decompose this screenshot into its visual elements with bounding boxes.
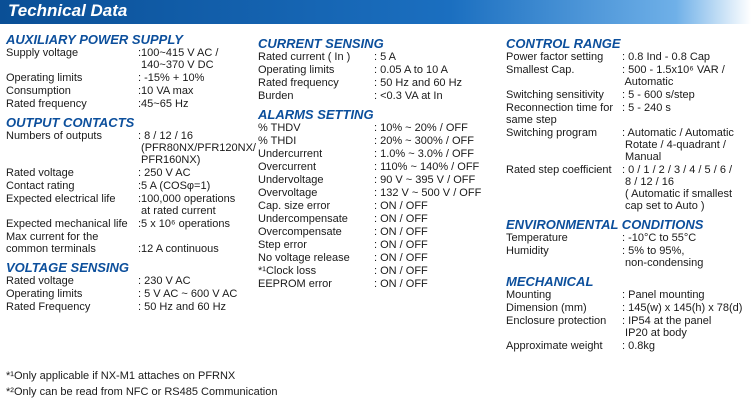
spec-value: : 5% to 95%, non-condensing bbox=[622, 245, 704, 269]
spec-value: : IP54 at the panel IP20 at body bbox=[622, 315, 712, 339]
spec-value: : 8 / 12 / 16 (PFR80NX/PFR120NX/ PFR160NX) bbox=[138, 130, 256, 166]
section-current-sensing bbox=[258, 36, 500, 103]
spec-label: Undervoltage bbox=[258, 174, 324, 186]
spec-row bbox=[506, 340, 751, 353]
spec-value: :12 A continuous bbox=[138, 243, 219, 255]
section-output-contacts bbox=[6, 115, 256, 256]
section-control-range bbox=[506, 36, 751, 213]
section-heading: CONTROL RANGE bbox=[506, 36, 621, 51]
spec-row bbox=[258, 252, 500, 265]
spec-value: : 110% ~ 140% / OFF bbox=[374, 161, 480, 173]
spec-value: : 5 A bbox=[374, 51, 397, 63]
section-heading: OUTPUT CONTACTS bbox=[6, 115, 135, 130]
spec-row bbox=[506, 289, 751, 302]
spec-label: Expected electrical life bbox=[6, 193, 116, 205]
spec-value: : ON / OFF bbox=[374, 265, 428, 277]
spec-label: Undercompensate bbox=[258, 213, 348, 225]
spec-label: Switching program bbox=[506, 127, 598, 139]
spec-label: Numbers of outputs bbox=[6, 130, 102, 142]
column-3 bbox=[506, 32, 751, 353]
spec-value: : 50 Hz and 60 Hz bbox=[138, 301, 227, 313]
section-mechanical bbox=[506, 274, 751, 353]
spec-label: Operating limits bbox=[6, 288, 83, 300]
spec-label: % THDI bbox=[258, 135, 297, 147]
footnote-2: *²Only can be read from NFC or RS485 Communication bbox=[6, 386, 278, 398]
spec-label: *¹Clock loss bbox=[258, 265, 317, 277]
spec-row bbox=[506, 64, 751, 89]
spec-label: Cap. size error bbox=[258, 200, 331, 212]
spec-row bbox=[6, 180, 251, 193]
spec-row bbox=[258, 239, 500, 252]
spec-row bbox=[258, 161, 500, 174]
section-heading: ENVIRONMENTAL CONDITIONS bbox=[506, 217, 704, 232]
spec-row bbox=[506, 102, 751, 127]
spec-row bbox=[6, 72, 251, 85]
spec-label: Temperature bbox=[506, 232, 568, 244]
spec-value: : 0.8kg bbox=[622, 340, 656, 352]
spec-value: : 0.8 Ind - 0.8 Cap bbox=[622, 51, 711, 63]
spec-label: Overcurrent bbox=[258, 161, 317, 173]
spec-value: : ON / OFF bbox=[374, 278, 428, 290]
spec-label: Rated frequency bbox=[6, 98, 87, 110]
spec-label: Supply voltage bbox=[6, 47, 79, 59]
spec-row bbox=[258, 187, 500, 200]
spec-value: : 90 V ~ 395 V / OFF bbox=[374, 174, 476, 186]
spec-value: :45~65 Hz bbox=[138, 98, 189, 110]
spec-value: : ON / OFF bbox=[374, 252, 428, 264]
spec-label: Reconnection time for same step bbox=[506, 102, 613, 126]
spec-label: Operating limits bbox=[258, 64, 335, 76]
spec-label: Rated current ( In ) bbox=[258, 51, 351, 63]
spec-value: : -15% + 10% bbox=[138, 72, 205, 84]
spec-value: : 250 V AC bbox=[138, 167, 191, 179]
spec-value: : 50 Hz and 60 Hz bbox=[374, 77, 463, 89]
column-2 bbox=[258, 32, 500, 291]
spec-label: Rated voltage bbox=[6, 275, 74, 287]
spec-row bbox=[506, 51, 751, 64]
spec-row bbox=[6, 275, 251, 288]
spec-label: % THDV bbox=[258, 122, 301, 134]
spec-label: Consumption bbox=[6, 85, 71, 97]
spec-row bbox=[258, 90, 500, 103]
spec-row bbox=[506, 302, 751, 315]
spec-value: : 5 V AC ~ 600 V AC bbox=[138, 288, 238, 300]
spec-value: : 5 - 240 s bbox=[622, 102, 671, 114]
footnote-1: *¹Only applicable if NX-M1 attaches on PFRNX bbox=[6, 370, 236, 382]
title-banner bbox=[0, 0, 751, 24]
spec-row bbox=[506, 232, 751, 245]
spec-value: :100,000 operations at rated current bbox=[138, 193, 236, 217]
spec-value: : ON / OFF bbox=[374, 213, 428, 225]
spec-row bbox=[506, 89, 751, 102]
spec-label: Smallest Cap. bbox=[506, 64, 575, 76]
spec-value: : 20% ~ 300% / OFF bbox=[374, 135, 474, 147]
section-environmental-conditions bbox=[506, 217, 751, 270]
spec-label: Switching sensitivity bbox=[506, 89, 604, 101]
section-heading: ALARMS SETTING bbox=[258, 107, 374, 122]
spec-value: : 0 / 1 / 2 / 3 / 4 / 5 / 6 / 8 / 12 / 16 ( Automatic if smallest cap set to Auto ) bbox=[622, 164, 733, 212]
spec-label: Undercurrent bbox=[258, 148, 323, 160]
spec-row bbox=[6, 288, 251, 301]
spec-row bbox=[506, 164, 751, 213]
spec-label: No voltage release bbox=[258, 252, 350, 264]
spec-row bbox=[258, 135, 500, 148]
spec-label: Rated Frequency bbox=[6, 301, 91, 313]
spec-value: : ON / OFF bbox=[374, 226, 428, 238]
spec-row bbox=[6, 98, 251, 111]
spec-value: : 230 V AC bbox=[138, 275, 191, 287]
spec-label: Approximate weight bbox=[506, 340, 603, 352]
section-heading: CURRENT SENSING bbox=[258, 36, 384, 51]
spec-label: Humidity bbox=[506, 245, 549, 257]
section-heading: AUXILIARY POWER SUPPLY bbox=[6, 32, 183, 47]
spec-value: : Automatic / Automatic Rotate / 4-quadrant / Manual bbox=[622, 127, 734, 163]
spec-row bbox=[6, 130, 256, 167]
spec-label: Max current for the common terminals bbox=[6, 231, 99, 255]
spec-value: : 5 - 600 s/step bbox=[622, 89, 695, 101]
spec-value: : <0.3 VA at In bbox=[374, 90, 443, 102]
spec-value: : 500 - 1.5x10⁶ VAR / Automatic bbox=[622, 64, 725, 88]
spec-row bbox=[258, 174, 500, 187]
spec-row bbox=[258, 148, 500, 161]
section-voltage-sensing bbox=[6, 260, 251, 314]
spec-value: : ON / OFF bbox=[374, 200, 428, 212]
spec-value: : -10°C to 55°C bbox=[622, 232, 697, 244]
spec-label: Operating limits bbox=[6, 72, 83, 84]
spec-value: : 0.05 A to 10 A bbox=[374, 64, 449, 76]
spec-value: :100~415 V AC / 140~370 V DC bbox=[138, 47, 219, 71]
column-1 bbox=[6, 32, 256, 314]
spec-value: : 1.0% ~ 3.0% / OFF bbox=[374, 148, 474, 160]
section-heading: VOLTAGE SENSING bbox=[6, 260, 130, 275]
spec-label: Rated voltage bbox=[6, 167, 74, 179]
spec-row bbox=[506, 315, 751, 340]
section-alarms-setting bbox=[258, 107, 500, 291]
section-auxiliary-power-supply bbox=[6, 32, 251, 111]
spec-label: Expected mechanical life bbox=[6, 218, 128, 230]
spec-row bbox=[6, 85, 251, 98]
spec-label: Enclosure protection bbox=[506, 315, 607, 327]
spec-row bbox=[6, 231, 251, 256]
spec-row bbox=[258, 122, 500, 135]
spec-label: Power factor setting bbox=[506, 51, 604, 63]
spec-row bbox=[258, 200, 500, 213]
spec-row bbox=[258, 64, 500, 77]
spec-label: Overvoltage bbox=[258, 187, 318, 199]
spec-label: Rated step coefficient bbox=[506, 164, 612, 176]
spec-label: Step error bbox=[258, 239, 307, 251]
spec-value: : ON / OFF bbox=[374, 239, 428, 251]
section-heading: MECHANICAL bbox=[506, 274, 594, 289]
spec-row bbox=[6, 47, 251, 72]
spec-row bbox=[6, 301, 251, 314]
spec-row bbox=[258, 265, 500, 278]
spec-label: Rated frequency bbox=[258, 77, 339, 89]
spec-row bbox=[506, 245, 751, 270]
spec-row bbox=[258, 226, 500, 239]
spec-row bbox=[258, 51, 500, 64]
spec-value: :5 x 10⁶ operations bbox=[138, 218, 230, 230]
spec-value: :5 A (COSφ=1) bbox=[138, 180, 211, 192]
spec-label: Overcompensate bbox=[258, 226, 342, 238]
spec-row bbox=[258, 77, 500, 90]
spec-value: :10 VA max bbox=[138, 85, 194, 97]
spec-row bbox=[258, 278, 500, 291]
spec-value: : Panel mounting bbox=[622, 289, 705, 301]
spec-label: Contact rating bbox=[6, 180, 75, 192]
spec-row bbox=[6, 167, 251, 180]
spec-value: : 145(w) x 145(h) x 78(d) bbox=[622, 302, 743, 314]
spec-value: : 132 V ~ 500 V / OFF bbox=[374, 187, 482, 199]
spec-label: EEPROM error bbox=[258, 278, 332, 290]
page-title: Technical Data bbox=[8, 1, 128, 20]
spec-row bbox=[258, 213, 500, 226]
spec-value: : 10% ~ 20% / OFF bbox=[374, 122, 468, 134]
spec-row bbox=[6, 218, 251, 231]
spec-row bbox=[6, 193, 251, 218]
spec-row bbox=[506, 127, 751, 164]
spec-label: Dimension (mm) bbox=[506, 302, 587, 314]
spec-label: Mounting bbox=[506, 289, 552, 301]
spec-label: Burden bbox=[258, 90, 294, 102]
